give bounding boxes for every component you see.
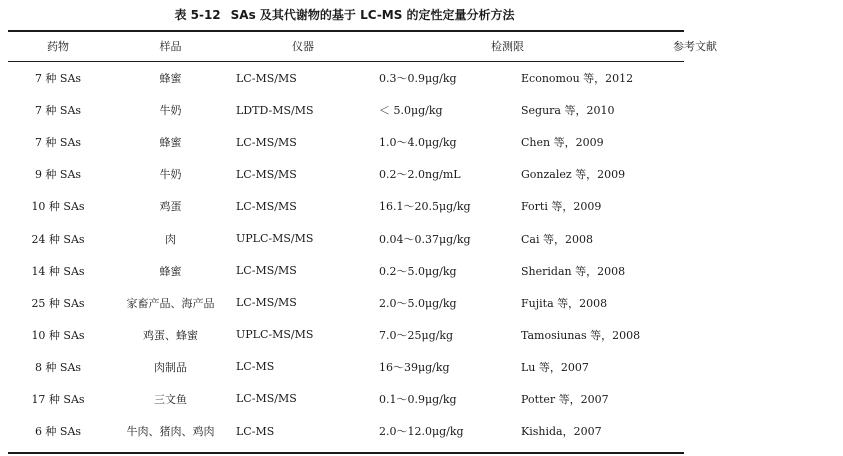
cell-detection-limit: 0.3～0.9μg/kg xyxy=(379,72,457,86)
table-caption xyxy=(0,6,689,24)
cell-sample: 蜂蜜 xyxy=(159,136,182,150)
table-row xyxy=(8,255,691,287)
cell-reference: Fujita 等，2008 xyxy=(521,296,608,310)
cell-drug: 25 种 SAs xyxy=(31,296,85,310)
cell-detection-limit: 0.04～0.37μg/kg xyxy=(379,232,471,246)
cell-sample: 牛奶 xyxy=(159,104,182,118)
cell-reference: Segura 等，2010 xyxy=(521,104,615,118)
cell-detection-limit: 2.0～5.0μg/kg xyxy=(379,296,457,310)
table-body xyxy=(8,62,691,447)
cell-drug: 10 种 SAs xyxy=(31,328,85,342)
cell-instrument: LC-MS/MS xyxy=(236,296,297,310)
header-reference: 参考文献 xyxy=(673,40,717,53)
cell-reference: Chen 等，2009 xyxy=(521,136,604,150)
table-title: SAs 及其代谢物的基于 LC-MS 的定性定量分析方法 xyxy=(230,8,515,22)
cell-detection-limit: 16～39μg/kg xyxy=(379,360,450,374)
cell-instrument: LC-MS/MS xyxy=(236,167,297,181)
cell-drug: 10 种 SAs xyxy=(31,200,85,214)
cell-sample: 蜂蜜 xyxy=(159,72,182,86)
table-row xyxy=(8,319,691,351)
header-drug: 药物 xyxy=(47,40,69,53)
header-sample: 样品 xyxy=(159,40,182,53)
table-row xyxy=(8,383,691,415)
cell-sample: 鸡蛋、蜂蜜 xyxy=(143,328,198,342)
cell-detection-limit: 0.1～0.9μg/kg xyxy=(379,392,457,406)
table-header xyxy=(8,31,843,61)
cell-reference: Gonzalez 等，2009 xyxy=(521,168,626,182)
table-number: 表 5-12 xyxy=(174,8,221,22)
cell-detection-limit: 1.0～4.0μg/kg xyxy=(379,136,457,150)
cell-instrument: LC-MS/MS xyxy=(236,264,297,278)
cell-instrument: LDTD-MS/MS xyxy=(236,103,314,117)
header-instrument: 仪器 xyxy=(292,40,314,53)
cell-reference: Forti 等，2009 xyxy=(521,200,602,214)
table-row xyxy=(8,62,691,94)
cell-instrument: LC-MS/MS xyxy=(236,135,297,149)
bottom-rule xyxy=(8,452,684,454)
cell-sample: 肉制品 xyxy=(154,360,187,374)
cell-drug: 14 种 SAs xyxy=(31,264,85,278)
table-row xyxy=(8,126,691,158)
cell-sample: 牛肉、猪肉、鸡肉 xyxy=(126,425,215,439)
cell-sample: 蜂蜜 xyxy=(159,264,182,278)
cell-sample: 肉 xyxy=(165,232,176,246)
cell-detection-limit: 0.2～5.0μg/kg xyxy=(379,264,457,278)
header-detection-limit: 检测限 xyxy=(491,40,524,53)
cell-reference: Cai 等，2008 xyxy=(521,232,593,246)
cell-reference: Economou 等，2012 xyxy=(521,72,634,86)
cell-detection-limit: 16.1～20.5μg/kg xyxy=(379,200,471,214)
cell-instrument: LC-MS xyxy=(236,424,275,438)
cell-sample: 三文鱼 xyxy=(154,392,187,406)
cell-detection-limit: 7.0～25μg/kg xyxy=(379,328,454,342)
table-row xyxy=(8,158,691,190)
cell-reference: Lu 等，2007 xyxy=(521,360,589,374)
cell-reference: Tamosiunas 等，2008 xyxy=(521,328,641,342)
table-row xyxy=(8,222,691,254)
cell-instrument: LC-MS/MS xyxy=(236,392,297,406)
cell-drug: 9 种 SAs xyxy=(34,168,82,182)
cell-drug: 7 种 SAs xyxy=(34,136,82,150)
cell-reference: Sheridan 等，2008 xyxy=(521,264,626,278)
cell-instrument: LC-MS/MS xyxy=(236,71,297,85)
cell-instrument: LC-MS xyxy=(236,360,275,374)
cell-sample: 牛奶 xyxy=(159,168,182,182)
cell-detection-limit: 2.0～12.0μg/kg xyxy=(379,425,464,439)
cell-drug: 8 种 SAs xyxy=(34,360,82,374)
cell-sample: 鸡蛋 xyxy=(159,200,182,214)
table-row xyxy=(8,415,691,447)
cell-instrument: LC-MS/MS xyxy=(236,199,297,213)
table-row xyxy=(8,287,691,319)
cell-detection-limit: ＜ 5.0μg/kg xyxy=(379,104,443,118)
cell-reference: Potter 等，2007 xyxy=(521,392,609,406)
cell-drug: 24 种 SAs xyxy=(31,232,85,246)
cell-drug: 17 种 SAs xyxy=(31,392,85,406)
table-row xyxy=(8,351,691,383)
cell-drug: 7 种 SAs xyxy=(34,104,82,118)
cell-drug: 6 种 SAs xyxy=(34,425,82,439)
table-row xyxy=(8,190,691,222)
cell-sample: 家畜产品、海产品 xyxy=(126,296,215,310)
cell-reference: Kishida，2007 xyxy=(521,425,602,439)
header-row xyxy=(8,31,843,61)
table-row xyxy=(8,94,691,126)
cell-detection-limit: 0.2～2.0ng/mL xyxy=(379,168,461,182)
cell-drug: 7 种 SAs xyxy=(34,72,82,86)
cell-instrument: UPLC-MS/MS xyxy=(236,328,314,342)
cell-instrument: UPLC-MS/MS xyxy=(236,232,314,246)
